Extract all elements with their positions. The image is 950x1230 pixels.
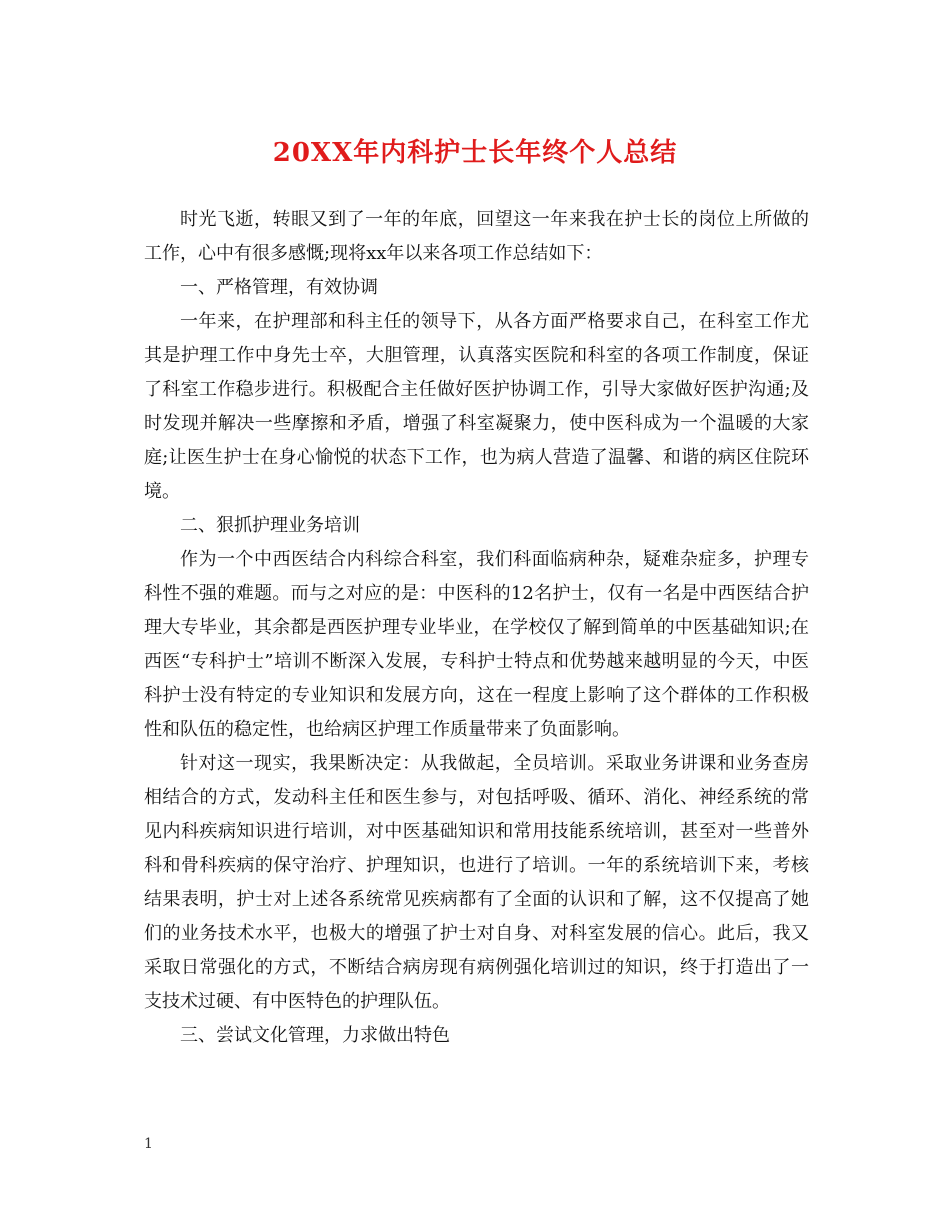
section-heading-1: 一、严格管理，有效协调 [180, 277, 378, 298]
body-paragraph: 作为一个中西医结合内科综合科室，我们科面临病种杂，疑难杂症多，护理专科性不强的难题。而与之对应的是：中医科的12名护士，仅有一名是中西医结合护理大专毕业，其余都是西医护理专业毕业，在学校仅了解到简单的中医基础知识;在西医“专科护士”培训不断深入发展，专科护士特点和优势越来越明显的今天，中医科护士没有特定的专业知识和发展方向，这在一程度上影响了这个群体的工作积极性和队伍的稳定性，也给病区护理工作质量带来了负面影响。 [144, 549, 809, 740]
page-number: 1 [144, 1136, 153, 1152]
body-paragraph: 针对这一现实，我果断决定：从我做起，全员培训。采取业务讲课和业务查房相结合的方式，发动科主任和医生参与，对包括呼吸、循环、消化、神经系统的常见内科疾病知识进行培训，对中医基础知识和常用技能系统培训，甚至对一些普外科和骨科疾病的保守治疗、护理知识，也进行了培训。一年的系统培训下来，考核结果表明，护士对上述各系统常见疾病都有了全面的认识和了解，这不仅提高了她们的业务技术水平，也极大的增强了护士对自身、对科室发展的信心。此后，我又采取日常强化的方式，不断结合病房现有病例强化培训过的知识，终于打造出了一支技术过硬、有中医特色的护理队伍。 [144, 753, 809, 1012]
section-heading-3: 三、尝试文化管理，力求做出特色 [180, 1025, 450, 1046]
document-title: 20XX年内科护士长年终个人总结 [272, 138, 678, 168]
intro-paragraph: 时光飞逝，转眼又到了一年的年底，回望这一年来我在护士长的岗位上所做的工作，心中有很多感慨;现将xx年以来各项工作总结如下： [144, 209, 809, 264]
section-heading-2: 二、狠抓护理业务培训 [180, 515, 360, 536]
body-paragraph: 一年来，在护理部和科主任的领导下，从各方面严格要求自己，在科室工作尤其是护理工作中身先士卒，大胆管理，认真落实医院和科室的各项工作制度，保证了科室工作稳步进行。积极配合主任做好医护协调工作，引导大家做好医护沟通;及时发现并解决一些摩擦和矛盾，增强了科室凝聚力，使中医科成为一个温暖的大家庭;让医生护士在身心愉悦的状态下工作，也为病人营造了温馨、和谐的病区住院环境。 [144, 311, 809, 502]
document-body [144, 203, 809, 1053]
